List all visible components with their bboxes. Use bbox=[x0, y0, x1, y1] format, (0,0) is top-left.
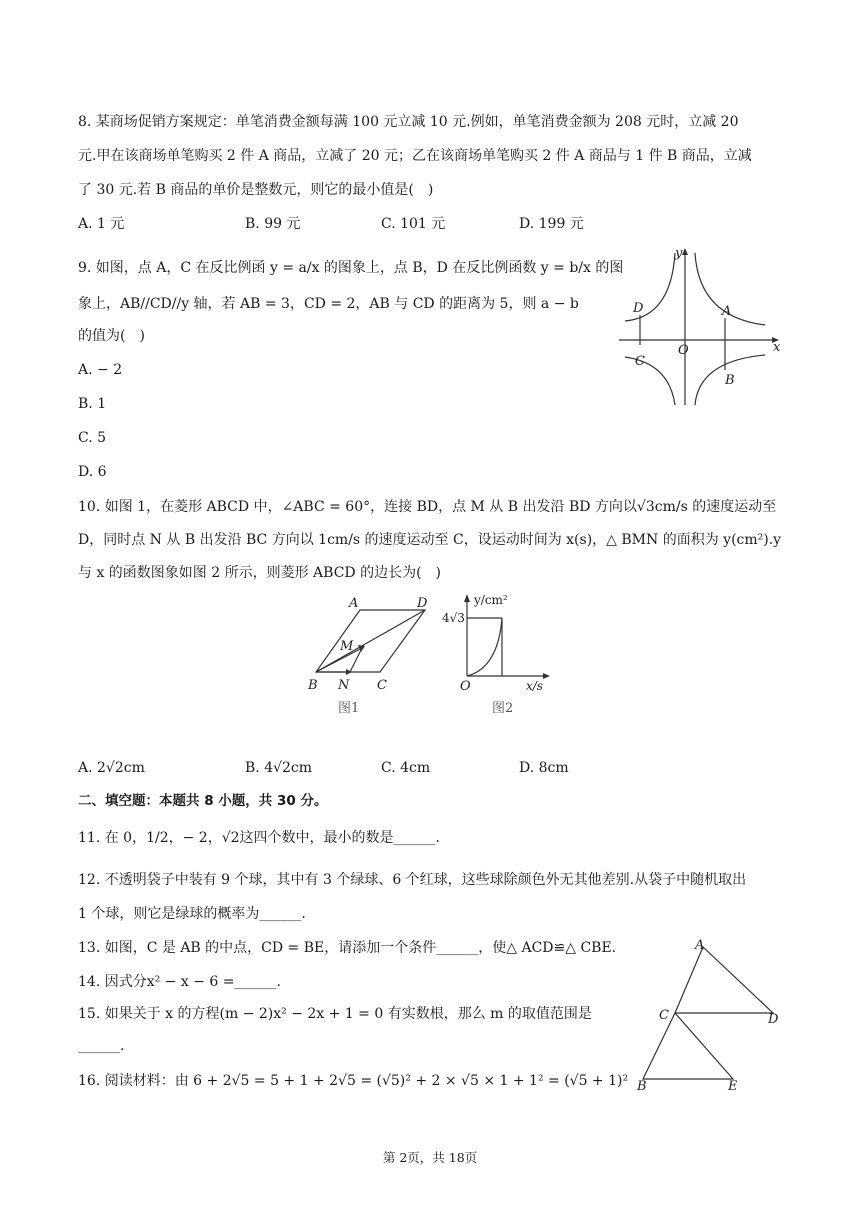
q10-segment-bm bbox=[316, 648, 362, 672]
q10-label-m: M bbox=[340, 639, 354, 654]
q15-line2: ______. bbox=[78, 1038, 125, 1054]
q10-line2: D，同时点 N 从 B 出发沿 BC 方向以 1cm/s 的速度运动至 C，设运动时间为 x(s)，△ BMN 的面积为 y(cm²).y bbox=[78, 532, 782, 548]
q12-line1: 12. 不透明袋子中装有 9 个球，其中有 3 个绿球、6 个红球，这些球除颜色外无其他差别.从袋子中随机取出 bbox=[78, 872, 747, 888]
q8-option-c: C. 101 元 bbox=[381, 216, 446, 232]
q10-fig2-origin: O bbox=[460, 679, 471, 694]
q10-arrow-m bbox=[358, 645, 365, 652]
q9-label-b: B bbox=[725, 373, 735, 388]
q13-triangle-cbe bbox=[643, 1013, 733, 1079]
q9-label-a: A bbox=[722, 304, 732, 319]
q9-option-c: C. 5 bbox=[78, 430, 107, 446]
q10-fig2-y-arrow bbox=[464, 594, 470, 602]
q10-fig2-curve bbox=[467, 618, 502, 676]
q10-label-d: D bbox=[417, 596, 428, 611]
q8-option-d: D. 199 元 bbox=[519, 216, 584, 232]
section-2-title: 二、填空题：本题共 8 小题，共 30 分。 bbox=[78, 793, 328, 809]
q16-text: 16. 阅读材料：由 6 + 2√5 = 5 + 1 + 2√5 = (√5)² + 2 × √5 × 1 + 1² = (√5 + 1)² bbox=[78, 1073, 629, 1089]
q9-option-b: B. 1 bbox=[78, 396, 107, 412]
q10-label-c: C bbox=[377, 678, 387, 693]
q13-label-b: B bbox=[637, 1079, 647, 1094]
q10-diagonal-bd bbox=[316, 610, 425, 672]
q9-curve-q3 bbox=[625, 357, 675, 405]
q15-line1: 15. 如果关于 x 的方程(m − 2)x² − 2x + 1 = 0 有实数根，那么 m 的取值范围是 bbox=[78, 1006, 592, 1022]
q11-text: 11. 在 0，1/2，− 2，√2这四个数中，最小的数是______. bbox=[78, 830, 440, 846]
q10-option-c: C. 4cm bbox=[381, 760, 431, 776]
q9-line1: 9. 如图，点 A，C 在反比例函 y = a/x 的图象上，点 B，D 在反比例函数 y = b/x 的图 bbox=[78, 260, 624, 276]
q9-label-d: D bbox=[633, 301, 644, 316]
q9-y-arrow bbox=[682, 248, 688, 255]
q13-label-d: D bbox=[768, 1012, 779, 1027]
q13-label-e: E bbox=[728, 1079, 738, 1094]
q10-fig1-caption: 图1 bbox=[338, 701, 360, 716]
q10-fig2-caption: 图2 bbox=[492, 701, 514, 716]
q10-fig2-y-value: 4√3 bbox=[442, 611, 465, 625]
q9-option-d: D. 6 bbox=[78, 464, 107, 480]
q10-label-b: B bbox=[308, 678, 318, 693]
q10-options bbox=[78, 758, 778, 778]
q10-fig2-x-label: x/s bbox=[526, 679, 543, 693]
q8-line1: 8. 某商场促销方案规定：单笔消费金额每满 100 元立减 10 元.例如，单笔消费金额为 208 元时，立减 20 bbox=[78, 114, 739, 130]
q10-line3: 与 x 的函数图象如图 2 所示，则菱形 ABCD 的边长为( ) bbox=[78, 565, 442, 581]
q8-option-b: B. 99 元 bbox=[245, 216, 301, 232]
q8-option-a: A. 1 元 bbox=[78, 216, 125, 232]
q12-line2: 1 个球，则它是绿球的概率为______. bbox=[78, 906, 306, 922]
q13-text: 13. 如图，C 是 AB 的中点，CD = BE，请添加一个条件______，使△ ACD≌△ CBE. bbox=[78, 940, 617, 956]
q13-triangle-acd bbox=[675, 947, 773, 1013]
q10-fig2-y-label: y/cm² bbox=[474, 593, 508, 607]
q9-label-y: y bbox=[675, 246, 683, 261]
q9-line2: 象上，AB//CD//y 轴，若 AB = 3，CD = 2，AB 与 CD 的距离为 5，则 a − b bbox=[78, 296, 579, 312]
page-footer: 第 2页，共 18页 bbox=[382, 1150, 478, 1165]
q14-text: 14. 因式分x² − x − 6 =______. bbox=[78, 974, 281, 990]
q9-label-x: x bbox=[773, 340, 781, 355]
q10-fig1-rhombus bbox=[300, 592, 450, 727]
q8-options bbox=[78, 214, 778, 234]
q10-line1: 10. 如图 1，在菱形 ABCD 中，∠ABC = 60°，连接 BD，点 M 从 B 出发沿 BD 方向以√3cm/s 的速度运动至 bbox=[78, 499, 777, 515]
q10-fig2-x-arrow bbox=[543, 673, 550, 679]
q10-option-a: A. 2√2cm bbox=[78, 760, 145, 776]
q10-fig2-graph bbox=[440, 590, 570, 727]
q9-option-a: A. − 2 bbox=[78, 362, 123, 378]
q10-option-d: D. 8cm bbox=[519, 760, 569, 776]
q8-line3: 了 30 元.若 B 商品的单价是整数元，则它的最小值是( ) bbox=[78, 182, 434, 198]
q10-label-n: N bbox=[338, 678, 350, 693]
q10-label-a: A bbox=[349, 596, 359, 611]
q13-triangles-figure bbox=[625, 935, 795, 1095]
q8-line2: 元.甲在该商场单笔购买 2 件 A 商品，立减了 20 元；乙在该商场单笔购买 2 件 A 商品与 1 件 B 商品，立减 bbox=[78, 148, 752, 164]
q10-option-b: B. 4√2cm bbox=[245, 760, 313, 776]
q9-label-c: C bbox=[635, 354, 645, 369]
q9-line3: 的值为( ) bbox=[78, 328, 145, 344]
q13-label-a: A bbox=[695, 938, 705, 953]
q13-label-c: C bbox=[659, 1008, 669, 1023]
q9-hyperbola-figure bbox=[615, 245, 785, 410]
q9-label-o: O bbox=[678, 343, 689, 358]
